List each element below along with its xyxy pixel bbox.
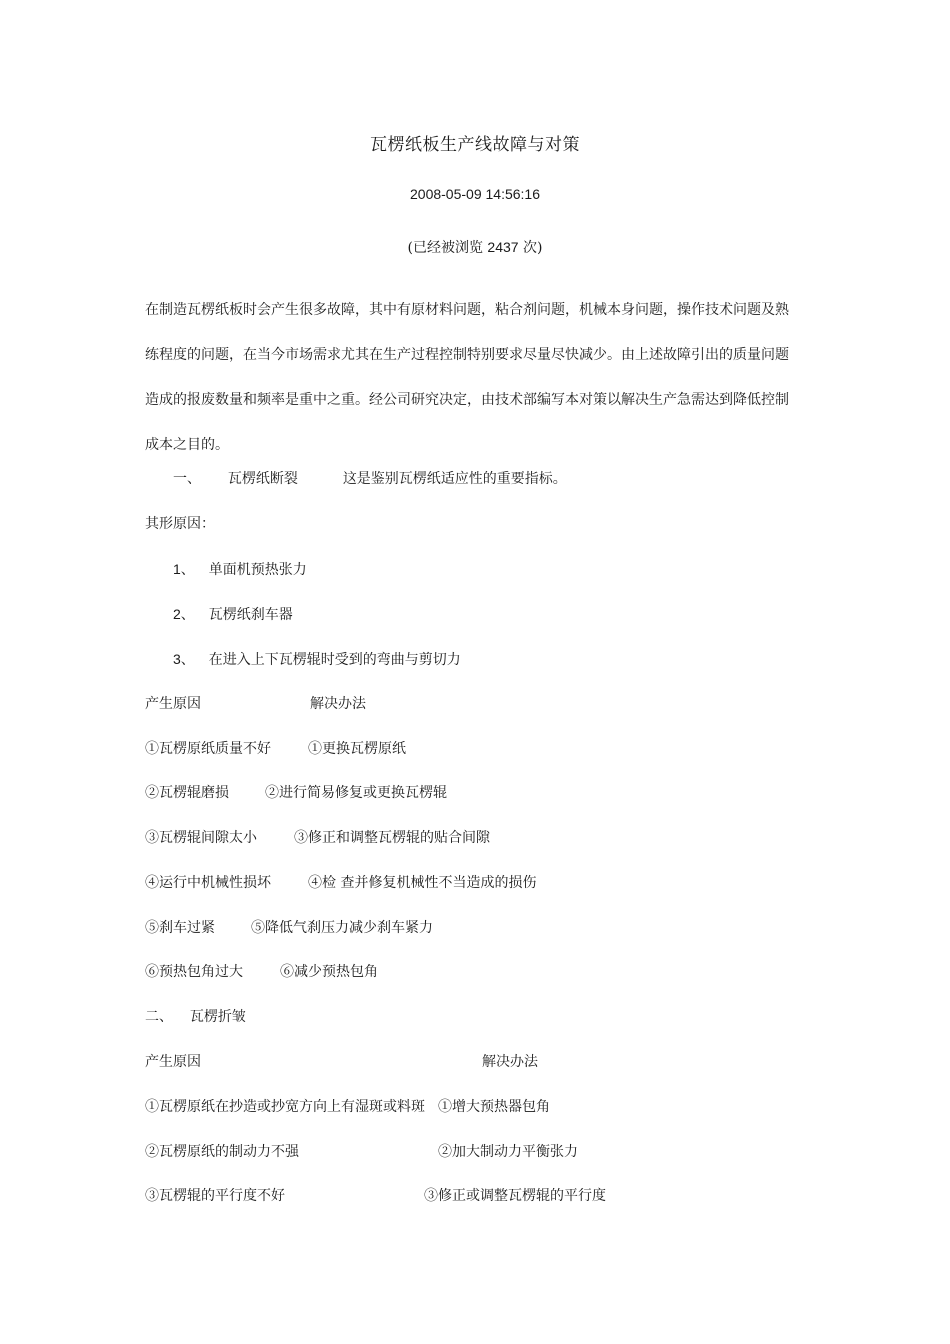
section2-number: 二、 (145, 1009, 173, 1025)
row-solution: ②加大制动力平衡张力 (438, 1144, 578, 1160)
table-row (145, 1097, 550, 1117)
intro-line: 造成的报废数量和频率是重中之重。经公司研究决定，由技术部编写本对策以解决生产急需达到降低控制 (145, 392, 789, 408)
cause-item (173, 604, 293, 625)
row-solution: ③修正或调整瓦楞辊的平行度 (424, 1188, 606, 1204)
view-count-prefix: (已经被浏览 (407, 240, 488, 256)
header-cause: 产生原因 (145, 1054, 201, 1070)
post-date: 2008-05-09 14:56:16 (410, 186, 540, 202)
table-row (145, 739, 406, 759)
intro-line: 成本之目的。 (145, 437, 229, 453)
row-cause: ③瓦楞辊的平行度不好 (145, 1188, 285, 1204)
table-row (145, 962, 378, 982)
header-cause: 产生原因 (145, 696, 201, 712)
cause-text: 单面机预热张力 (208, 562, 307, 578)
row-solution: ①增大预热器包角 (438, 1099, 550, 1115)
section2-title: 瓦楞折皱 (189, 1009, 246, 1025)
table-row (145, 1142, 578, 1162)
row-cause: ①瓦楞原纸质量不好 (145, 741, 271, 757)
section1-desc: 这是鉴别瓦楞纸适应性的重要指标。 (342, 471, 567, 487)
view-count-number: 2437 (487, 239, 519, 255)
view-count (0, 237, 950, 257)
view-count-suffix: 次) (518, 240, 543, 256)
section1-heading (173, 469, 567, 489)
cause-number: 2、 (173, 606, 195, 622)
row-solution: ④检 查并修复机械性不当造成的损伤 (308, 875, 537, 891)
cause-text: 在进入上下瓦楞辊时受到的弯曲与剪切力 (208, 652, 461, 668)
section1-title: 瓦楞纸断裂 (227, 471, 298, 487)
table2-header (145, 1052, 538, 1072)
table-row (145, 873, 537, 893)
intro-line: 练程度的问题，在当今市场需求尤其在生产过程控制特别要求尽量尽快减少。由上述故障引出的质量问题 (145, 347, 789, 363)
intro-paragraph (145, 288, 805, 468)
row-solution: ①更换瓦楞原纸 (308, 741, 406, 757)
row-solution: ⑥减少预热包角 (280, 964, 378, 980)
cause-item (173, 559, 307, 580)
cause-number: 1、 (173, 561, 195, 577)
page-title: 瓦楞纸板生产线故障与对策 (370, 135, 580, 155)
header-solution: 解决办法 (310, 696, 366, 712)
header-solution: 解决办法 (482, 1054, 538, 1070)
row-cause: ⑤刹车过紧 (145, 920, 215, 936)
table1-header (145, 694, 366, 714)
cause-number: 3、 (173, 651, 195, 667)
section1-number: 一、 (173, 471, 201, 487)
cause-item (173, 649, 461, 670)
section2-heading (145, 1007, 246, 1027)
table-row (145, 783, 447, 803)
intro-line: 在制造瓦楞纸板时会产生很多故障，其中有原材料问题，粘合剂问题，机械本身问题，操作技术问题及熟 (145, 302, 789, 318)
causes-label: 其形原因： (145, 516, 215, 532)
row-solution: ⑤降低气刹压力减少刹车紧力 (251, 920, 433, 936)
table-row (145, 918, 433, 938)
row-cause: ⑥预热包角过大 (145, 964, 243, 980)
row-solution: ②进行简易修复或更换瓦楞辊 (265, 785, 447, 801)
table-row (145, 828, 490, 848)
row-cause: ①瓦楞原纸在抄造或抄宽方向上有湿斑或料斑 (145, 1099, 425, 1115)
table-row (145, 1186, 606, 1206)
row-cause: ④运行中机械性损坏 (145, 875, 271, 891)
row-cause: ③瓦楞辊间隙太小 (145, 830, 257, 846)
row-cause: ②瓦楞辊磨损 (145, 785, 229, 801)
row-solution: ③修正和调整瓦楞辊的贴合间隙 (294, 830, 490, 846)
row-cause: ②瓦楞原纸的制动力不强 (145, 1144, 299, 1160)
cause-text: 瓦楞纸刹车器 (208, 607, 293, 623)
